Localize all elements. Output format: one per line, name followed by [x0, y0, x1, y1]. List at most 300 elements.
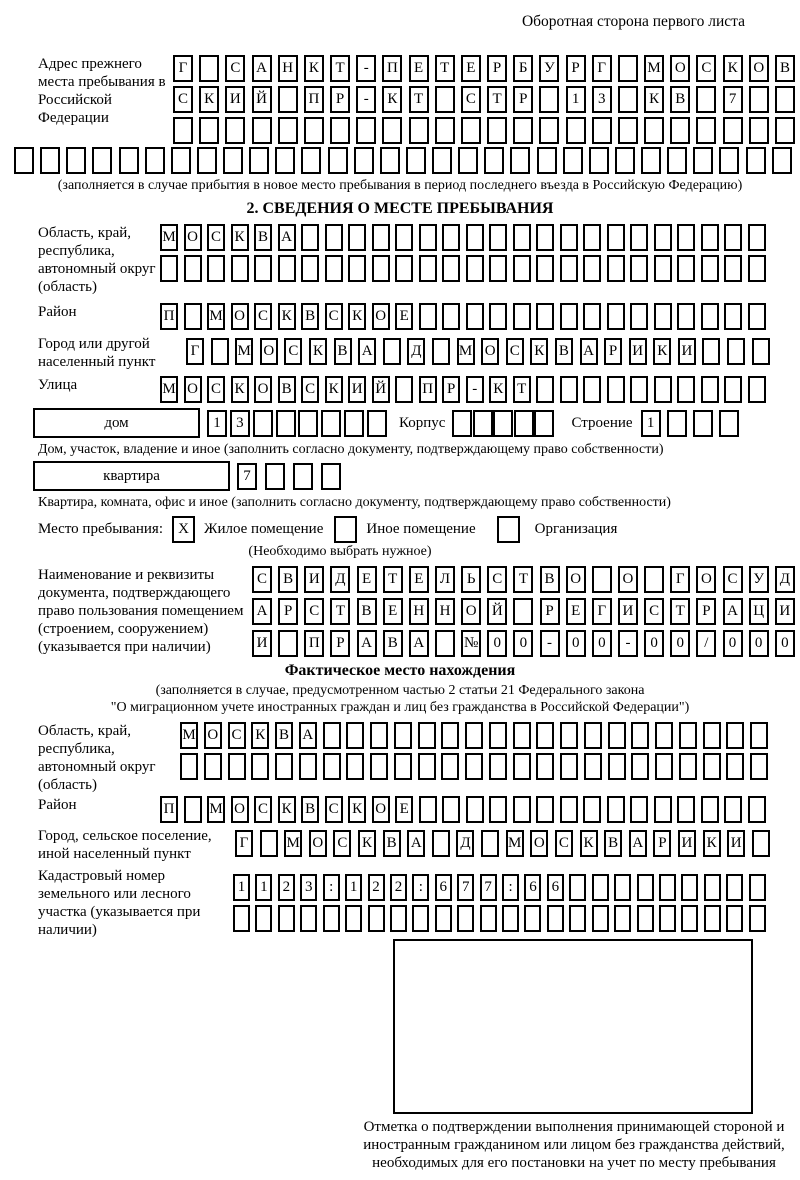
form-cell[interactable]: [173, 117, 193, 144]
form-cell[interactable]: -: [466, 376, 484, 403]
form-cell[interactable]: В: [275, 722, 293, 749]
form-cell[interactable]: Ц: [749, 598, 769, 625]
form-cell[interactable]: М: [207, 796, 225, 823]
form-cell[interactable]: 2: [390, 874, 407, 901]
form-cell[interactable]: 0: [749, 630, 769, 657]
form-cell[interactable]: 7: [723, 86, 743, 113]
form-cell[interactable]: О: [231, 303, 249, 330]
form-cell[interactable]: С: [723, 566, 743, 593]
form-cell[interactable]: К: [703, 830, 721, 857]
form-cell[interactable]: [458, 147, 478, 174]
form-cell[interactable]: [323, 905, 340, 932]
form-cell[interactable]: К: [644, 86, 664, 113]
form-cell[interactable]: [677, 255, 695, 282]
form-cell[interactable]: [560, 255, 578, 282]
form-cell[interactable]: [301, 255, 319, 282]
form-cell[interactable]: [539, 86, 559, 113]
form-cell[interactable]: [394, 753, 412, 780]
form-cell[interactable]: [368, 905, 385, 932]
form-cell[interactable]: [607, 255, 625, 282]
form-cell[interactable]: В: [775, 55, 795, 82]
form-cell[interactable]: О: [530, 830, 548, 857]
form-cell[interactable]: -: [356, 86, 376, 113]
form-cell[interactable]: №: [461, 630, 481, 657]
form-cell[interactable]: [659, 874, 676, 901]
form-cell[interactable]: [631, 753, 649, 780]
form-cell[interactable]: 1: [233, 874, 250, 901]
form-cell[interactable]: [654, 796, 672, 823]
form-cell[interactable]: [750, 722, 768, 749]
form-cell[interactable]: [441, 753, 459, 780]
form-cell[interactable]: [727, 338, 745, 365]
form-cell[interactable]: [513, 796, 531, 823]
form-cell[interactable]: [180, 753, 198, 780]
form-cell[interactable]: [513, 753, 531, 780]
form-cell[interactable]: [502, 905, 519, 932]
form-cell[interactable]: М: [160, 224, 178, 251]
form-cell[interactable]: Р: [653, 830, 671, 857]
form-cell[interactable]: [370, 722, 388, 749]
form-cell[interactable]: [748, 224, 766, 251]
form-cell[interactable]: [466, 303, 484, 330]
form-cell[interactable]: [704, 905, 721, 932]
form-cell[interactable]: [583, 303, 601, 330]
form-cell[interactable]: [301, 224, 319, 251]
form-cell[interactable]: [465, 753, 483, 780]
form-cell[interactable]: К: [489, 376, 507, 403]
form-cell[interactable]: [300, 905, 317, 932]
form-cell[interactable]: [298, 410, 318, 437]
form-cell[interactable]: Й: [372, 376, 390, 403]
form-cell[interactable]: [435, 86, 455, 113]
form-cell[interactable]: А: [407, 830, 425, 857]
checkbox-zhiloe[interactable]: X: [172, 516, 195, 543]
form-cell[interactable]: [442, 303, 460, 330]
form-cell[interactable]: М: [180, 722, 198, 749]
form-cell[interactable]: Л: [435, 566, 455, 593]
form-cell[interactable]: [630, 376, 648, 403]
form-cell[interactable]: [607, 303, 625, 330]
form-cell[interactable]: [560, 722, 578, 749]
form-cell[interactable]: :: [502, 874, 519, 901]
form-cell[interactable]: Н: [435, 598, 455, 625]
form-cell[interactable]: А: [629, 830, 647, 857]
form-cell[interactable]: Г: [592, 598, 612, 625]
form-cell[interactable]: [654, 255, 672, 282]
form-cell[interactable]: [618, 117, 638, 144]
form-cell[interactable]: Т: [513, 566, 533, 593]
form-cell[interactable]: 0: [644, 630, 664, 657]
form-cell[interactable]: П: [382, 55, 402, 82]
form-cell[interactable]: Н: [409, 598, 429, 625]
form-cell[interactable]: А: [278, 224, 296, 251]
form-cell[interactable]: [356, 117, 376, 144]
form-cell[interactable]: [435, 117, 455, 144]
form-cell[interactable]: 6: [547, 874, 564, 901]
form-cell[interactable]: Т: [330, 598, 350, 625]
form-cell[interactable]: [251, 753, 269, 780]
form-cell[interactable]: [724, 796, 742, 823]
form-cell[interactable]: 6: [435, 874, 452, 901]
form-cell[interactable]: [630, 224, 648, 251]
form-cell[interactable]: -: [618, 630, 638, 657]
form-cell[interactable]: [752, 830, 770, 857]
form-cell[interactable]: В: [334, 338, 352, 365]
form-cell[interactable]: И: [629, 338, 647, 365]
form-cell[interactable]: А: [252, 598, 272, 625]
form-cell[interactable]: :: [323, 874, 340, 901]
form-cell[interactable]: [452, 410, 472, 437]
form-cell[interactable]: К: [278, 796, 296, 823]
form-cell[interactable]: [419, 224, 437, 251]
form-cell[interactable]: [654, 303, 672, 330]
form-cell[interactable]: [749, 905, 766, 932]
form-cell[interactable]: 3: [300, 874, 317, 901]
form-cell[interactable]: Т: [670, 598, 690, 625]
form-cell[interactable]: У: [539, 55, 559, 82]
form-cell[interactable]: [252, 117, 272, 144]
form-cell[interactable]: [293, 463, 313, 490]
form-cell[interactable]: Е: [566, 598, 586, 625]
form-cell[interactable]: С: [254, 303, 272, 330]
form-cell[interactable]: [442, 224, 460, 251]
form-cell[interactable]: Р: [278, 598, 298, 625]
form-cell[interactable]: [489, 722, 507, 749]
form-cell[interactable]: [367, 410, 387, 437]
form-cell[interactable]: С: [173, 86, 193, 113]
form-cell[interactable]: [207, 255, 225, 282]
form-cell[interactable]: [299, 753, 317, 780]
form-cell[interactable]: В: [357, 598, 377, 625]
form-cell[interactable]: И: [678, 338, 696, 365]
form-cell[interactable]: [253, 410, 273, 437]
form-cell[interactable]: [276, 410, 296, 437]
form-cell[interactable]: С: [301, 376, 319, 403]
form-cell[interactable]: [328, 147, 348, 174]
form-cell[interactable]: [534, 410, 554, 437]
form-cell[interactable]: К: [723, 55, 743, 82]
form-cell[interactable]: [560, 376, 578, 403]
form-cell[interactable]: -: [540, 630, 560, 657]
form-cell[interactable]: В: [555, 338, 573, 365]
form-cell[interactable]: [659, 905, 676, 932]
form-cell[interactable]: [726, 753, 744, 780]
form-cell[interactable]: [493, 410, 513, 437]
form-cell[interactable]: Р: [487, 55, 507, 82]
form-cell[interactable]: Е: [395, 303, 413, 330]
form-cell[interactable]: [667, 410, 687, 437]
form-cell[interactable]: [348, 224, 366, 251]
form-cell[interactable]: О: [231, 796, 249, 823]
form-cell[interactable]: [536, 796, 554, 823]
form-cell[interactable]: [679, 753, 697, 780]
form-cell[interactable]: [325, 224, 343, 251]
form-cell[interactable]: [569, 905, 586, 932]
form-cell[interactable]: В: [278, 566, 298, 593]
form-cell[interactable]: [724, 376, 742, 403]
form-cell[interactable]: 1: [566, 86, 586, 113]
form-cell[interactable]: [681, 905, 698, 932]
form-cell[interactable]: О: [372, 303, 390, 330]
form-cell[interactable]: [119, 147, 139, 174]
form-cell[interactable]: К: [309, 338, 327, 365]
form-cell[interactable]: [372, 255, 390, 282]
form-cell[interactable]: [489, 796, 507, 823]
form-cell[interactable]: [184, 796, 202, 823]
form-cell[interactable]: [724, 255, 742, 282]
form-cell[interactable]: О: [566, 566, 586, 593]
form-cell[interactable]: С: [487, 566, 507, 593]
form-cell[interactable]: 1: [345, 874, 362, 901]
form-cell[interactable]: В: [383, 830, 401, 857]
form-cell[interactable]: [750, 753, 768, 780]
form-cell[interactable]: [380, 147, 400, 174]
form-cell[interactable]: [583, 255, 601, 282]
form-cell[interactable]: [406, 147, 426, 174]
form-cell[interactable]: В: [670, 86, 690, 113]
form-cell[interactable]: [171, 147, 191, 174]
form-cell[interactable]: [752, 338, 770, 365]
form-cell[interactable]: [432, 830, 450, 857]
form-cell[interactable]: М: [160, 376, 178, 403]
checkbox-organizaciya[interactable]: [497, 516, 520, 543]
form-cell[interactable]: Г: [186, 338, 204, 365]
form-cell[interactable]: А: [409, 630, 429, 657]
form-cell[interactable]: 0: [775, 630, 795, 657]
form-cell[interactable]: [772, 147, 792, 174]
form-cell[interactable]: [679, 722, 697, 749]
form-cell[interactable]: [481, 830, 499, 857]
form-cell[interactable]: [536, 753, 554, 780]
form-cell[interactable]: [395, 376, 413, 403]
form-cell[interactable]: Н: [278, 55, 298, 82]
form-cell[interactable]: О: [372, 796, 390, 823]
form-cell[interactable]: [583, 376, 601, 403]
form-cell[interactable]: Р: [566, 55, 586, 82]
form-cell[interactable]: [435, 630, 455, 657]
form-cell[interactable]: [442, 796, 460, 823]
form-cell[interactable]: А: [580, 338, 598, 365]
form-cell[interactable]: [278, 117, 298, 144]
form-cell[interactable]: 3: [230, 410, 250, 437]
form-cell[interactable]: [466, 255, 484, 282]
form-cell[interactable]: Ь: [461, 566, 481, 593]
form-cell[interactable]: 7: [480, 874, 497, 901]
form-cell[interactable]: [442, 255, 460, 282]
form-cell[interactable]: [539, 117, 559, 144]
form-cell[interactable]: [654, 376, 672, 403]
form-cell[interactable]: [615, 147, 635, 174]
form-cell[interactable]: [225, 117, 245, 144]
form-cell[interactable]: 7: [237, 463, 257, 490]
form-cell[interactable]: [223, 147, 243, 174]
form-cell[interactable]: [560, 224, 578, 251]
form-cell[interactable]: К: [348, 796, 366, 823]
form-cell[interactable]: [719, 147, 739, 174]
form-cell[interactable]: Р: [330, 630, 350, 657]
form-cell[interactable]: [536, 303, 554, 330]
form-cell[interactable]: С: [304, 598, 324, 625]
form-cell[interactable]: 0: [723, 630, 743, 657]
form-cell[interactable]: [383, 338, 401, 365]
form-cell[interactable]: [184, 303, 202, 330]
form-cell[interactable]: Б: [513, 55, 533, 82]
form-cell[interactable]: [644, 117, 664, 144]
form-cell[interactable]: [641, 147, 661, 174]
form-cell[interactable]: [513, 117, 533, 144]
form-cell[interactable]: [592, 117, 612, 144]
form-cell[interactable]: [644, 566, 664, 593]
form-cell[interactable]: [418, 722, 436, 749]
form-cell[interactable]: [589, 147, 609, 174]
form-cell[interactable]: [693, 147, 713, 174]
form-cell[interactable]: [382, 117, 402, 144]
form-cell[interactable]: [637, 905, 654, 932]
form-cell[interactable]: О: [184, 376, 202, 403]
form-cell[interactable]: [344, 410, 364, 437]
form-cell[interactable]: [231, 255, 249, 282]
form-cell[interactable]: [618, 55, 638, 82]
form-cell[interactable]: О: [254, 376, 272, 403]
form-cell[interactable]: [677, 376, 695, 403]
form-cell[interactable]: [719, 410, 739, 437]
form-cell[interactable]: [775, 117, 795, 144]
form-cell[interactable]: Г: [670, 566, 690, 593]
form-cell[interactable]: Д: [456, 830, 474, 857]
form-cell[interactable]: [199, 117, 219, 144]
form-cell[interactable]: О: [696, 566, 716, 593]
form-cell[interactable]: [432, 147, 452, 174]
form-cell[interactable]: [748, 796, 766, 823]
form-cell[interactable]: [696, 117, 716, 144]
form-cell[interactable]: [370, 753, 388, 780]
form-cell[interactable]: М: [207, 303, 225, 330]
form-cell[interactable]: [655, 753, 673, 780]
form-cell[interactable]: [265, 463, 285, 490]
form-cell[interactable]: [510, 147, 530, 174]
form-cell[interactable]: [275, 753, 293, 780]
form-cell[interactable]: П: [304, 630, 324, 657]
form-cell[interactable]: С: [207, 376, 225, 403]
form-cell[interactable]: [607, 796, 625, 823]
form-cell[interactable]: [584, 722, 602, 749]
form-cell[interactable]: [583, 224, 601, 251]
form-cell[interactable]: [199, 55, 219, 82]
form-cell[interactable]: С: [284, 338, 302, 365]
form-cell[interactable]: [321, 410, 341, 437]
form-cell[interactable]: С: [228, 722, 246, 749]
form-cell[interactable]: Т: [513, 376, 531, 403]
form-cell[interactable]: К: [251, 722, 269, 749]
form-cell[interactable]: [489, 224, 507, 251]
form-cell[interactable]: В: [301, 303, 319, 330]
form-cell[interactable]: Е: [409, 55, 429, 82]
form-cell[interactable]: [441, 722, 459, 749]
form-cell[interactable]: [461, 117, 481, 144]
form-cell[interactable]: М: [457, 338, 475, 365]
form-cell[interactable]: [513, 224, 531, 251]
form-cell[interactable]: [432, 338, 450, 365]
form-cell[interactable]: К: [199, 86, 219, 113]
form-cell[interactable]: [254, 255, 272, 282]
checkbox-inoe[interactable]: [334, 516, 357, 543]
form-cell[interactable]: П: [419, 376, 437, 403]
form-cell[interactable]: [560, 303, 578, 330]
form-cell[interactable]: [330, 117, 350, 144]
form-cell[interactable]: О: [481, 338, 499, 365]
form-cell[interactable]: И: [225, 86, 245, 113]
form-cell[interactable]: [304, 117, 324, 144]
form-cell[interactable]: [723, 117, 743, 144]
form-cell[interactable]: Д: [407, 338, 425, 365]
form-cell[interactable]: М: [506, 830, 524, 857]
form-cell[interactable]: [566, 117, 586, 144]
form-cell[interactable]: [92, 147, 112, 174]
form-cell[interactable]: [514, 410, 534, 437]
form-cell[interactable]: 0: [592, 630, 612, 657]
form-cell[interactable]: Г: [235, 830, 253, 857]
form-cell[interactable]: К: [348, 303, 366, 330]
form-cell[interactable]: Е: [383, 598, 403, 625]
form-cell[interactable]: О: [260, 338, 278, 365]
form-cell[interactable]: Е: [461, 55, 481, 82]
form-cell[interactable]: [537, 147, 557, 174]
form-cell[interactable]: [278, 86, 298, 113]
form-cell[interactable]: [354, 147, 374, 174]
form-cell[interactable]: [583, 796, 601, 823]
form-cell[interactable]: С: [506, 338, 524, 365]
form-cell[interactable]: С: [254, 796, 272, 823]
form-cell[interactable]: 0: [513, 630, 533, 657]
form-cell[interactable]: [704, 874, 721, 901]
form-cell[interactable]: [703, 753, 721, 780]
form-cell[interactable]: Г: [173, 55, 193, 82]
form-cell[interactable]: Т: [487, 86, 507, 113]
form-cell[interactable]: [346, 753, 364, 780]
form-cell[interactable]: [677, 224, 695, 251]
form-cell[interactable]: Е: [409, 566, 429, 593]
form-cell[interactable]: [670, 117, 690, 144]
form-cell[interactable]: Т: [330, 55, 350, 82]
form-cell[interactable]: А: [357, 630, 377, 657]
form-cell[interactable]: [346, 722, 364, 749]
form-cell[interactable]: [390, 905, 407, 932]
form-cell[interactable]: [278, 255, 296, 282]
form-cell[interactable]: К: [325, 376, 343, 403]
form-cell[interactable]: [489, 303, 507, 330]
form-cell[interactable]: [513, 722, 531, 749]
form-cell[interactable]: [204, 753, 222, 780]
form-cell[interactable]: [547, 905, 564, 932]
form-cell[interactable]: [301, 147, 321, 174]
form-cell[interactable]: [435, 905, 452, 932]
form-cell[interactable]: В: [254, 224, 272, 251]
form-cell[interactable]: 7: [457, 874, 474, 901]
form-cell[interactable]: [630, 796, 648, 823]
form-cell[interactable]: [584, 753, 602, 780]
form-cell[interactable]: [677, 796, 695, 823]
form-cell[interactable]: К: [358, 830, 376, 857]
form-cell[interactable]: [323, 753, 341, 780]
form-cell[interactable]: [255, 905, 272, 932]
form-cell[interactable]: [40, 147, 60, 174]
form-cell[interactable]: С: [461, 86, 481, 113]
form-cell[interactable]: [703, 722, 721, 749]
form-cell[interactable]: [681, 874, 698, 901]
form-cell[interactable]: [637, 874, 654, 901]
form-cell[interactable]: О: [309, 830, 327, 857]
form-cell[interactable]: Й: [487, 598, 507, 625]
